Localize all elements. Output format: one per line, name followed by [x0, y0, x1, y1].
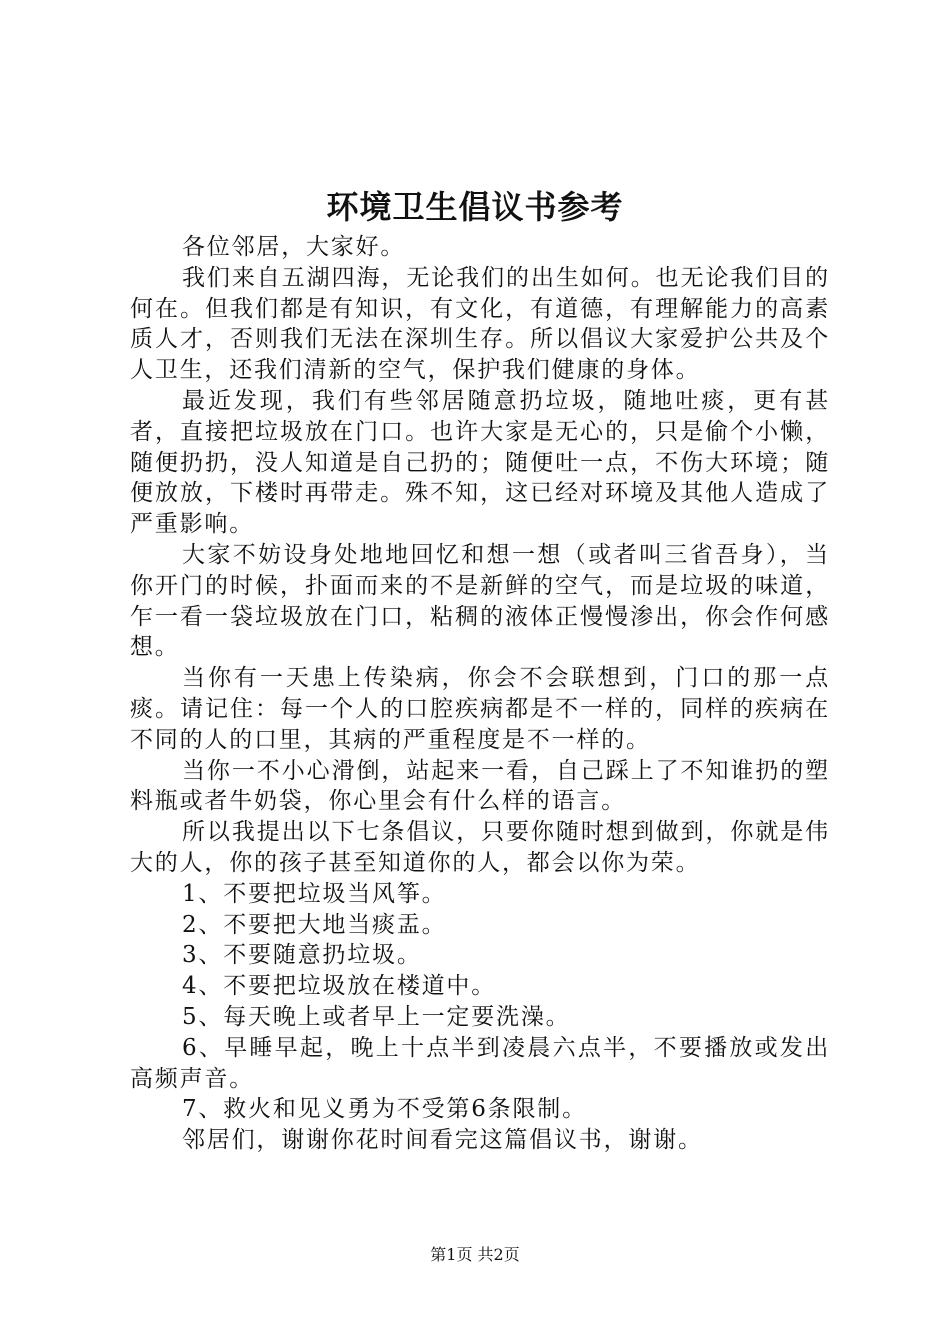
list-item-7: 7、救火和见义勇为不受第6条限制。 — [182, 1096, 587, 1123]
list-item-2: 2、不要把大地当痰盂。 — [182, 911, 447, 938]
list-item-6: 6、早睡早起，晚上十点半到凌晨六点半，不要播放或发出高频声音。 — [130, 1034, 830, 1092]
paragraph-greeting: 各位邻居，大家好。 — [182, 234, 406, 260]
document-body — [130, 232, 830, 1156]
paragraph-observation: 最近发现，我们有些邻居随意扔垃圾，随地吐痰，更有甚者，直接把垃圾放在门口。也许大家是无心的，只是偷个小懒，随便扔扔，没人知道是自己扔的；随便吐一点，不伤大环境；随便放放，下楼时再带走。殊不知，这已经对环境及其他人造成了严重影响。 — [130, 387, 830, 538]
list-item-1: 1、不要把垃圾当风筝。 — [182, 880, 447, 907]
list-item-3: 3、不要随意扔垃圾。 — [182, 942, 422, 969]
list-item-4: 4、不要把垃圾放在楼道中。 — [182, 973, 497, 1000]
paragraph-slip: 当你一不小心滑倒，站起来一看，自己踩上了不知谁扔的塑料瓶或者牛奶袋，你心里会有什么样的语言。 — [130, 757, 830, 815]
paragraph-disease: 当你有一天患上传染病，你会不会联想到，门口的那一点痰。请记住：每一个人的口腔疾病都是不一样的，同样的疾病在不同的人的口里，其病的严重程度是不一样的。 — [130, 665, 830, 753]
page-footer: 第1页 共2页 — [430, 1245, 520, 1264]
paragraph-intro: 我们来自五湖四海，无论我们的出生如何。也无论我们目的何在。但我们都是有知识，有文化，有道德，有理解能力的高素质人才，否则我们无法在深圳生存。所以倡议大家爱护公共及个人卫生，还我们清新的空气，保护我们健康的身体。 — [130, 264, 830, 384]
paragraph-reflection: 大家不妨设身处地地回忆和想一想（或者叫三省吾身），当你开门的时候，扑面而来的不是新鲜的空气，而是垃圾的味道，乍一看一袋垃圾放在门口，粘稠的液体正慢慢渗出，你会作何感想。 — [130, 541, 830, 661]
list-item-5: 5、每天晚上或者早上一定要洗澡。 — [182, 1003, 571, 1030]
document-title: 环境卫生倡议书参考 — [326, 188, 624, 226]
paragraph-proposal: 所以我提出以下七条倡议，只要你随时想到做到，你就是伟大的人，你的孩子甚至知道你的人，都会以你为荣。 — [130, 819, 830, 876]
paragraph-closing: 邻居们，谢谢你花时间看完这篇倡议书，谢谢。 — [182, 1127, 703, 1154]
